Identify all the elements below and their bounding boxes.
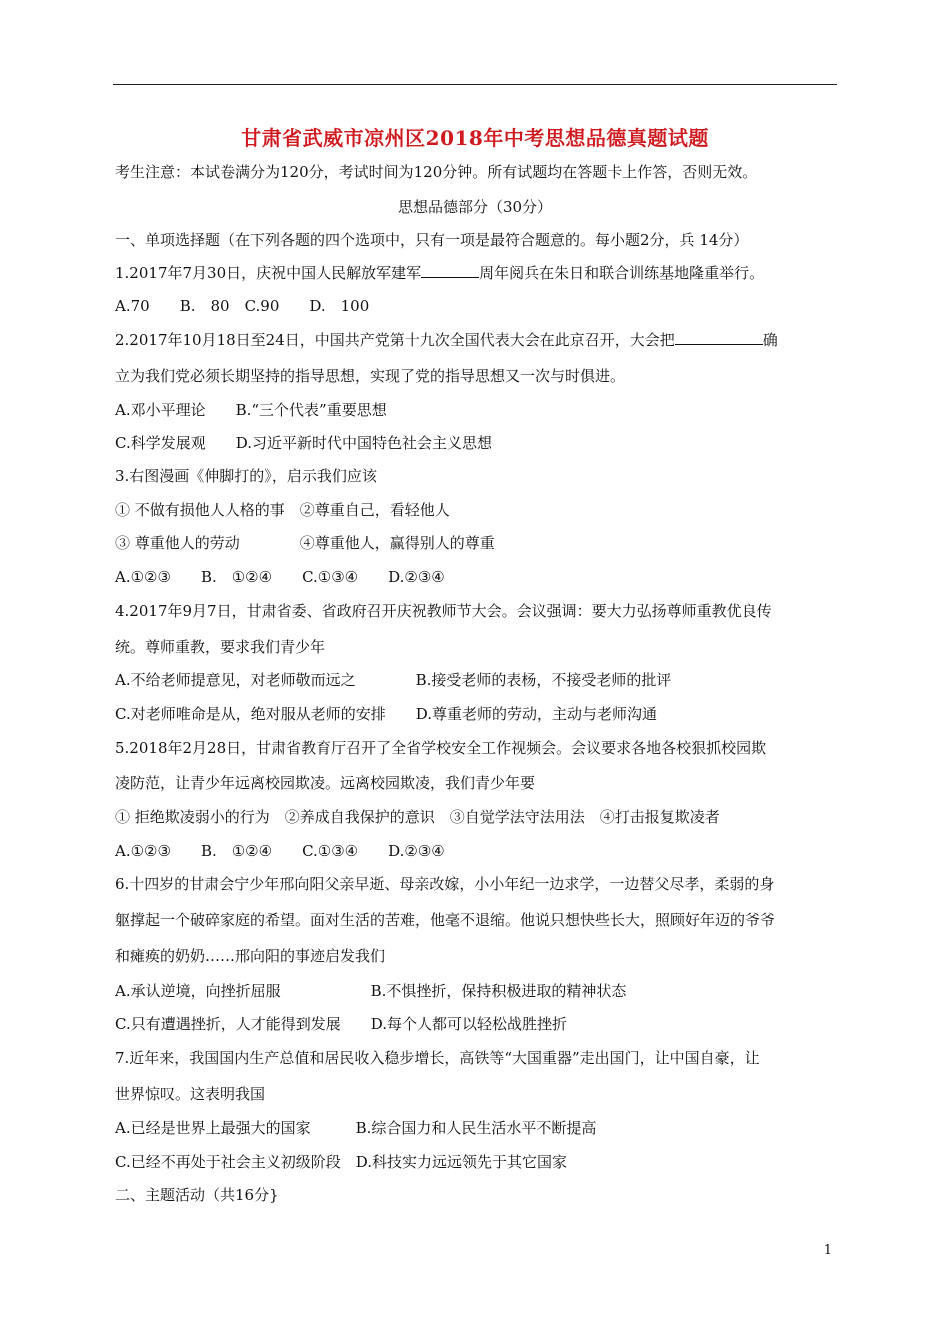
q2-stem-part-a: 2.2017年10月18日至24日，中国共产党第十九次全国代表大会在此京召开，大会把 <box>115 331 675 349</box>
q2-answer-blank <box>675 330 763 345</box>
q3-items-3-4: ③ 尊重他人的劳动 ④尊重他人，赢得别人的尊重 <box>115 534 495 552</box>
q1-answer-blank <box>421 263 479 278</box>
q5-stem-continued: 凌防范，让青少年远离校园欺凌。远离校园欺凌，我们青少年要 <box>115 774 536 792</box>
q5-options: A.①②③ B. ①②④ C.①③④ D.②③④ <box>115 842 445 860</box>
q7-options-cd: C.已经不再处于社会主义初级阶段 D.科技实力远远领先于其它国家 <box>115 1153 567 1171</box>
exam-notice: 考生注意：本试卷满分为120分，考试时间为120分钟。所有试题均在答题卡上作答，否则无效。 <box>115 163 758 181</box>
section-heading: 思想品德部分（30分） <box>397 198 553 216</box>
q6-stem-line3: 和瘫痪的奶奶……邢向阳的事迹启发我们 <box>115 947 386 965</box>
q5-items: ① 拒绝欺凌弱小的行为 ②养成自我保护的意识 ③自觉学法守法用法 ④打击报复欺凌者 <box>115 808 720 826</box>
q4-stem: 4.2017年9月7日，甘肃省委、省政府召开庆祝教师节大会。会议强调：要大力弘扬尊师重教优良传 <box>115 602 772 620</box>
q3-stem: 3.右图漫画《伸脚打的》，启示我们应该 <box>115 467 377 485</box>
q1-options: A.70 B. 80 C.90 D. 100 <box>115 297 370 315</box>
page-number: 1 <box>823 1243 832 1258</box>
q6-stem: 6.十四岁的甘肃会宁少年邢向阳父亲早逝、母亲改嫁，小小年纪一边求学，一边替父尽孝，柔弱的身 <box>115 875 775 893</box>
q4-options-ab: A.不给老师提意见，对老师敬而远之 B.接受老师的表杨，不接受老师的批评 <box>115 671 672 689</box>
part1-heading: 一、单项选择题（在下列各题的四个选项中，只有一项是最符合题意的。每小题2分，兵 14分） <box>115 231 749 249</box>
q1-stem-part-a: 1.2017年7月30日，庆祝中国人民解放军建军 <box>115 264 422 282</box>
q6-stem-line2: 躯撑起一个破碎家庭的希望。面对生活的苦难，他毫不退缩。他说只想快些长大，照顾好年迈的爷爷 <box>115 911 776 929</box>
q2-options-cd: C.科学发展观 D.习近平新时代中国特色社会主义思想 <box>115 434 492 452</box>
q4-stem-continued: 统。尊师重教，要求我们青少年 <box>115 638 326 656</box>
q3-items-1-2: ① 不做有损他人人格的事 ②尊重自己，看轻他人 <box>115 501 450 519</box>
part2-heading: 二、主题活动（共16分} <box>115 1186 279 1204</box>
q2-stem-continued: 立为我们党必须长期坚持的指导思想，实现了党的指导思想又一次与时俱进。 <box>115 367 626 385</box>
q2-stem <box>115 330 778 350</box>
q7-stem-continued: 世界惊叹。这表明我国 <box>115 1085 266 1103</box>
q2-stem-part-b: 确 <box>762 331 778 349</box>
page-title: 甘肃省武威市凉州区2018年中考思想品德真题试题 <box>241 126 709 150</box>
header-rule <box>113 84 837 85</box>
q6-options-ab: A.承认逆境，向挫折屈服 B.不惧挫折，保持积极进取的精神状态 <box>115 982 627 1000</box>
q6-options-cd: C.只有遭遇挫折，人才能得到发展 D.每个人都可以轻松战胜挫折 <box>115 1015 567 1033</box>
q5-stem: 5.2018年2月28日，甘肃省教育厅召开了全省学校安全工作视频会。会议要求各地各校狠抓校园欺 <box>115 739 767 757</box>
q3-options: A.①②③ B. ①②④ C.①③④ D.②③④ <box>115 568 445 586</box>
q4-options-cd: C.对老师唯命是从，绝对服从老师的安排 D.尊重老师的劳动，主动与老师沟通 <box>115 705 657 723</box>
q1-stem-part-b: 周年阅兵在朱日和联合训练基地隆重举行。 <box>479 264 765 282</box>
q7-options-ab: A.已经是世界上最强大的国家 B.综合国力和人民生活水平不断提高 <box>115 1119 597 1137</box>
q1-stem <box>115 263 764 283</box>
q7-stem: 7.近年来，我国国内生产总值和居民收入稳步增长，高铁等“大国重器”走出国门，让中国自豪，让 <box>115 1049 760 1067</box>
q2-options-ab: A.邓小平理论 B.“三个代表”重要思想 <box>115 401 387 419</box>
